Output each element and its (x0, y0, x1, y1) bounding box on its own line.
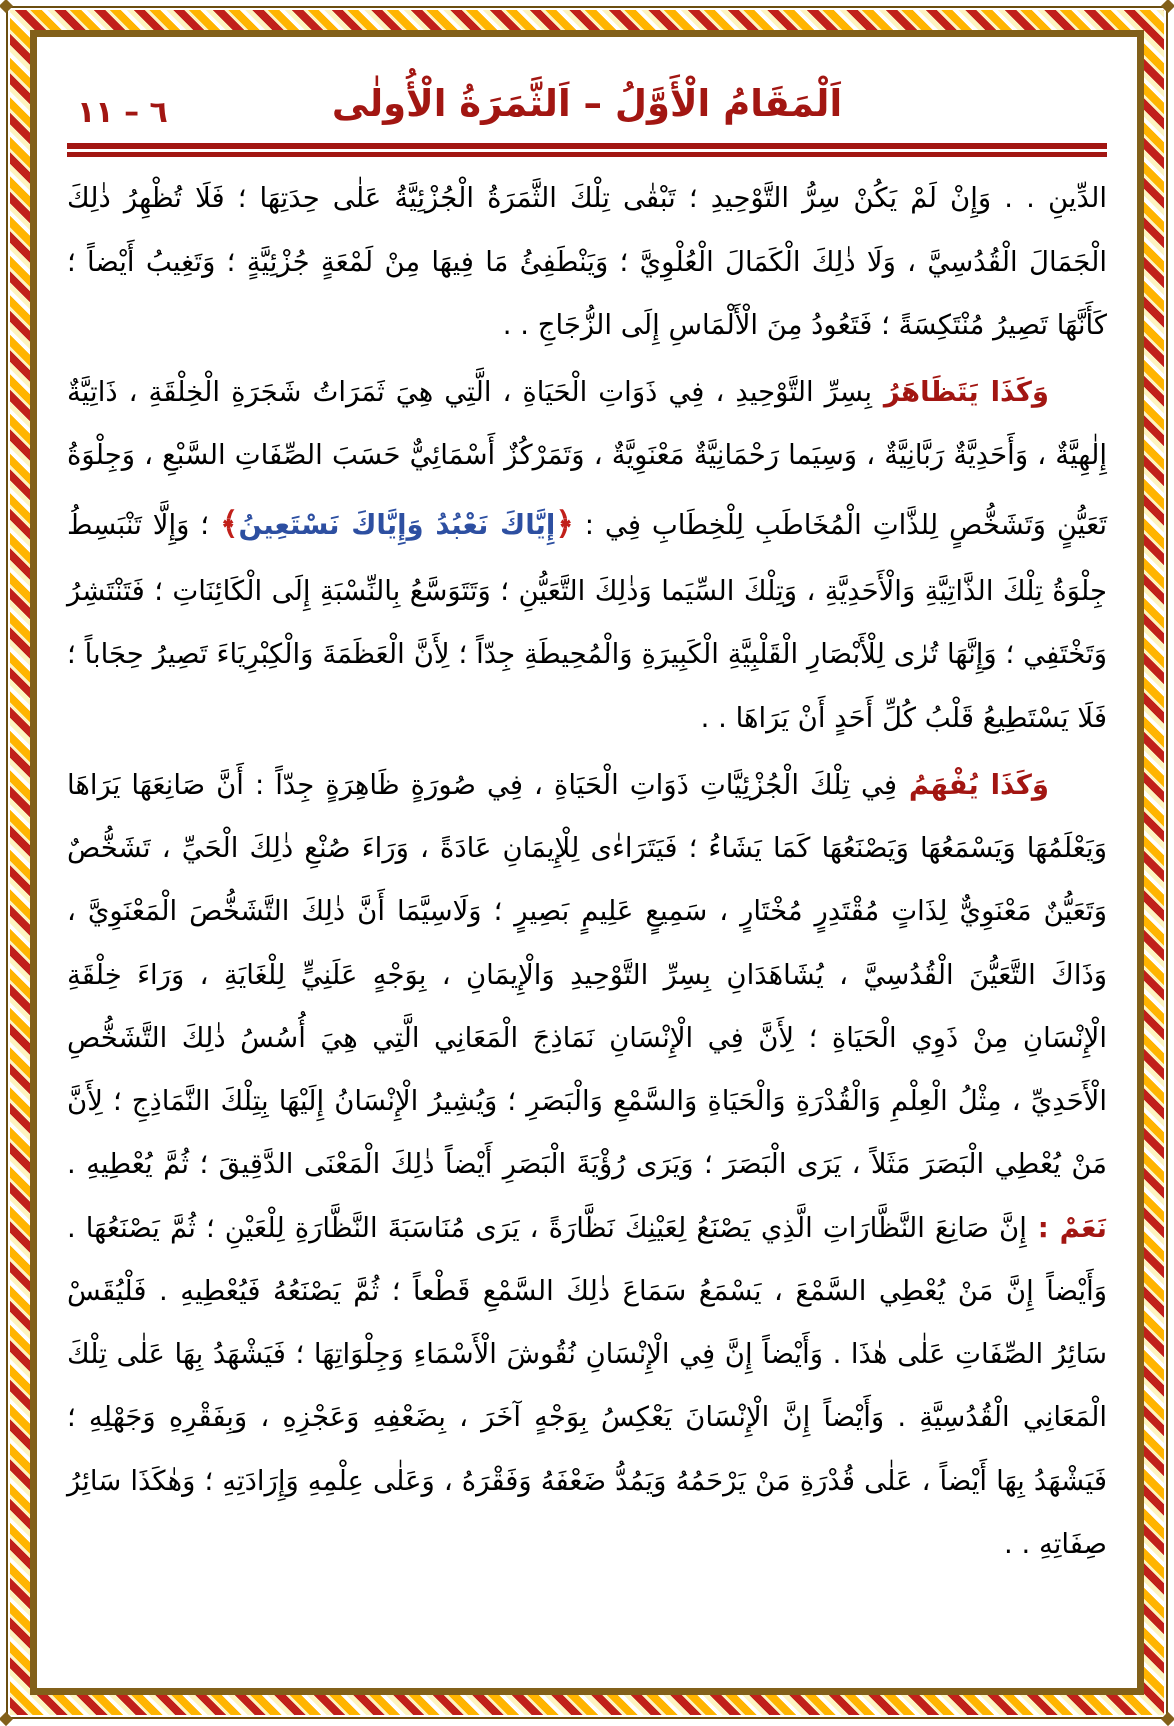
body-run: بِسِرِّ التَّوْحِيدِ ، فِي ذَوَاتِ الْحَيَاةِ ، الَّتِي هِيَ ثَمَرَاتُ شَجَرَةِ الْخِلْقَةِ ، ذَاتِيَّةٌ إِلٰهِيَّةٌ ، وَأَحَدِيَّةٌ رَبَّانِيَّةٌ ، وَسِيَما رَحْمَانِيَّةٌ مَعْنَوِيَّةٌ ، وَتَمَرْكُزٌ أَسْمَائِيٌّ حَسَبَ الصِّفَاتِ السَّبْعِ ، وَجِلْوَةُ تَعَيُّنٍ وَتَشَخُّصٍ لِلذَّاتِ الْمُخَاطَبِ لِلْخِطَابِ فِي : (67, 376, 1107, 541)
page-title: اَلْمَقَامُ الْأَوَّلُ – اَلثَّمَرَةُ الْأُولٰى (331, 82, 843, 125)
paragraph (67, 754, 1107, 1576)
body-text (67, 167, 1107, 1576)
ornamental-frame (6, 6, 1168, 1719)
paragraph (67, 361, 1107, 750)
emphasis-lead: وَكَذَا يَتَظَاهَرُ (872, 376, 1049, 408)
verse-ornament-bracket-icon: ﴾ (219, 505, 239, 542)
header-double-rule (67, 143, 1107, 157)
body-run: إِنَّ صَانِعَ النَّظَّارَاتِ الَّذِي يَصْنَعُ لِعَيْنِكَ نَظَّارَةً ، يَرَى مُنَاسَبَةَ النَّظَّارَةِ لِلْعَيْنِ ؛ ثُمَّ يَصْنَعُهَا . وَأَيْضاً إِنَّ مَنْ يُعْطِي السَّمْعَ ، يَسْمَعُ سَمَاعَ ذٰلِكَ السَّمْعِ قَطْعاً ؛ ثُمَّ يَصْنَعُهُ فَيُعْطِيهِ . فَلْيُقَسْ سَائِرُ الصِّفَاتِ عَلٰى هٰذَا . وَأَيْضاً إِنَّ فِي الْإِنْسَانِ نُقُوشَ الْأَسْمَاءِ وَجِلْوَاتِهَا ؛ فَيَشْهَدُ بِهَا عَلٰى تِلْكَ الْمَعَانِي الْقُدُسِيَّةِ . وَأَيْضاً إِنَّ الْإِنْسَانَ يَعْكِسُ بِوَجْهٍ آخَرَ ، بِضَعْفِهِ وَعَجْزِهِ ، وَبِفَقْرِهِ وَجَهْلِهِ ؛ فَيَشْهَدُ بِهَا أَيْضاً ، عَلٰى قُدْرَةِ مَنْ يَرْحَمُهُ وَيَمُدُّ ضَعْفَهُ وَفَقْرَهُ ، وَعَلٰى عِلْمِهِ وَإِرَادَتِهِ ؛ وَهٰكَذَا سَائِرُ صِفَاتِهِ . . (67, 1211, 1107, 1560)
quran-verse: إِيَّاكَ نَعْبُدُ وَإِيَّاكَ نَسْتَعِينُ (238, 508, 556, 541)
body-run: ؛ وَإِلَّا تَنْبَسِطُ جِلْوَةُ تِلْكَ الذَّاتِيَّةِ وَالْأَحَدِيَّةِ ، وَتِلْكَ السِّيَما وَذٰلِكَ التَّعَيُّنِ ؛ وَتَتَوَسَّعُ بِالنِّسْبَةِ إِلَى الْكَائِنَاتِ ؛ فَتَنْتَشِرُ وَتَخْتَفِي ؛ وَإِنَّهَا تُرٰى لِلْأَبْصَارِ الْقَلْبِيَّةِ الْكَبِيرَةِ وَالْمُحِيطَةِ جِدّاً ؛ لِأَنَّ الْعَظَمَةَ وَالْكِبْرِيَاءَ تَصِيرُ حِجَاباً ؛ فَلَا يَسْتَطِيعُ قَلْبُ كُلِّ أَحَدٍ أَنْ يَرَاهَا . . (67, 508, 1107, 734)
frame-chain-band (10, 10, 1164, 1715)
body-run: الدِّينِ . . وَإِنْ لَمْ يَكُنْ سِرُّ التَّوْحِيدِ ؛ تَبْقٰى تِلْكَ الثَّمَرَةُ الْجُزْئِيَّةُ عَلٰى حِدَتِهَا ؛ فَلَا تُظْهِرُ ذٰلِكَ الْجَمَالَ الْقُدُسِيَّ ، وَلَا ذٰلِكَ الْكَمَالَ الْعُلْوِيَّ ؛ وَيَنْطَفِئُ مَا فِيهَا مِنْ لَمْعَةٍ جُزْئِيَّةٍ ؛ وَتَغِيبُ أَيْضاً ؛ كَأَنَّهَا تَصِيرُ مُنْتَكِسَةً ؛ فَتَعُودُ مِنَ الْأَلْمَاسِ إِلَى الزُّجَاجِ . . (67, 182, 1107, 341)
emphasis-lead: نَعَمْ : (1026, 1211, 1107, 1244)
emphasis-lead: وَكَذَا يُفْهَمُ (897, 768, 1049, 801)
verse-ornament-bracket-icon: ﴿ (555, 505, 574, 542)
body-run: فِي تِلْكَ الْجُزْئِيَّاتِ ذَوَاتِ الْحَيَاةِ ، فِي صُورَةٍ ظَاهِرَةٍ جِدّاً : أَنَّ صَانِعَهَا يَرَاهَا وَيَعْلَمُهَا وَيَسْمَعُهَا وَيَصْنَعُهَا كَمَا يَشَاءُ ؛ فَيَتَرَاءٰى لِلْإِيمَانِ عَادَةً ، وَرَاءَ صُنْعِ ذٰلِكَ الْحَيِّ ، تَشَخُّصٌ وَتَعَيُّنٌ مَعْنَوِيٌّ لِذَاتٍ مُقْتَدِرٍ مُخْتَارٍ ، سَمِيعٍ عَلِيمٍ بَصِيرٍ ؛ وَلَاسِيَّمَا أَنَّ ذٰلِكَ التَّشَخُّصَ الْمَعْنَوِيَّ ، وَذَاكَ التَّعَيُّنَ الْقُدُسِيَّ ، يُشَاهَدَانِ بِسِرِّ التَّوْحِيدِ وَالْإِيمَانِ ، بِوَجْهٍ عَلَنِيٍّ لِلْغَايَةِ ، وَرَاءَ خِلْقَةِ الْإِنْسَانِ مِنْ ذَوِي الْحَيَاةِ ؛ لِأَنَّ فِي الْإِنْسَانِ نَمَاذِجَ الْمَعَانِي الَّتِي هِيَ أُسُسُ ذٰلِكَ التَّشَخُّصِ الْأَحَدِيِّ ، مِثْلُ الْعِلْمِ وَالْقُدْرَةِ وَالْحَيَاةِ وَالسَّمْعِ وَالْبَصَرِ ؛ وَيُشِيرُ الْإِنْسَانُ إِلَيْهَا بِتِلْكَ النَّمَاذِجِ ؛ لِأَنَّ مَنْ يُعْطِي الْبَصَرَ مَثَلاً ، يَرَى الْبَصَرَ ؛ وَيَرَى رُؤْيَةَ الْبَصَرِ أَيْضاً ذٰلِكَ الْمَعْنَى الدَّقِيقَ ؛ ثُمَّ يُعْطِيهِ . (67, 768, 1107, 1181)
paragraph (67, 167, 1107, 357)
page-header (67, 81, 1107, 157)
page-content-area (30, 30, 1144, 1695)
page-reference-number: ٦ – ١١ (77, 95, 168, 130)
